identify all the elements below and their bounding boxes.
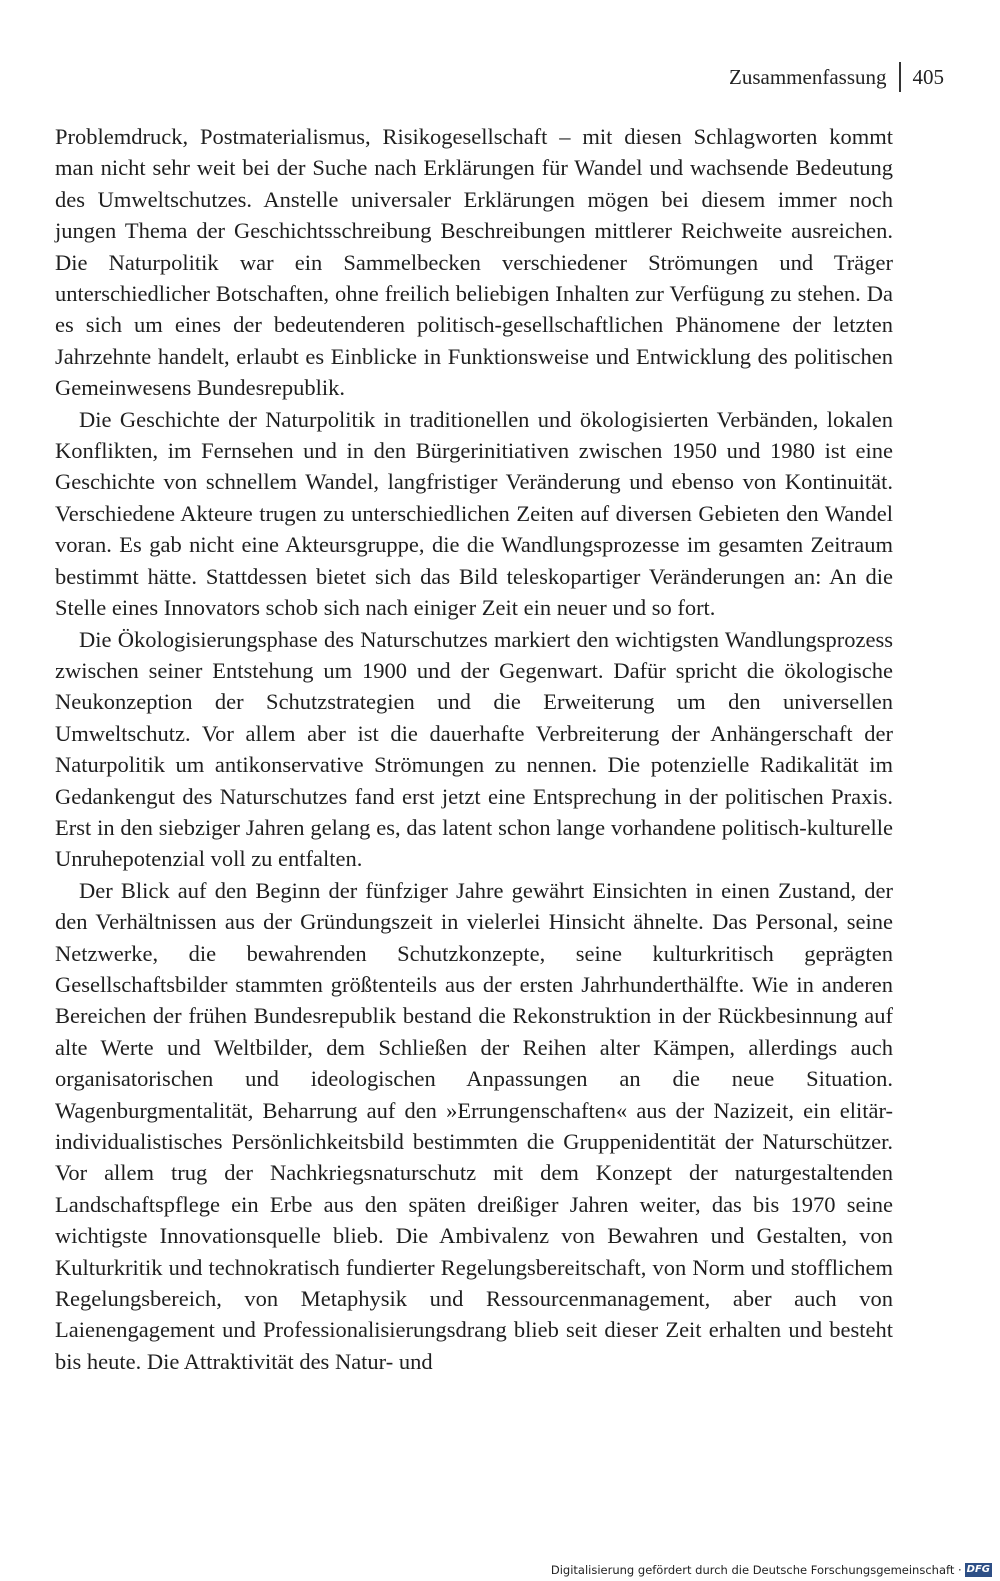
- paragraph-4: Der Blick auf den Beginn der fünfziger Jahre gewährt Einsichten in einen Zustand, der den Verhältnissen aus der Gründungszeit in vielerlei Hinsicht ähnelte. Das Personal, seine Netzwerke, die bewahrenden Schutzkonzepte, seine kulturkritisch geprägten Gesellschaftsbilder stammten größtenteils aus der ersten Jahrhunderthälfte. Wie in anderen Bereichen der frühen Bundesrepublik bestand die Rekonstruktion in der Rückbesinnung auf alte Werte und Weltbilder, dem Schließen der Reihen alter Kämpen, allerdings auch organisatorischen und ideologischen Anpassungen an die neue Situation. Wagenburgmentalität, Beharrung auf den »Errungenschaften« aus der Nazizeit, ein elitär-individualistisches Persönlichkeitsbild bestimmten die Gruppenidentität der Naturschützer. Vor allem trug der Nachkriegsnaturschutz mit dem Konzept der naturgestaltenden Landschaftspflege ein Erbe aus den späten dreißiger Jahren weiter, das bis 1970 seine wichtigste Innovationsquelle blieb. Die Ambivalenz von Bewahren und Gestalten, von Kulturkritik und technokratisch fundierter Regelungsbereitschaft, von Norm und stofflichem Regelungsbereich, von Metaphysik und Ressourcenmanagement, aber auch von Laienengagement und Professionalisierungsdrang blieb seit dieser Zeit erhalten und besteht bis heute. Die Attraktivität des Natur- und: [55, 877, 893, 1374]
- running-header: [729, 62, 944, 92]
- body-text: [55, 121, 893, 1377]
- paragraph-2: Die Geschichte der Naturpolitik in traditionellen und ökologisierten Verbänden, lokalen Konflikten, im Fernsehen und in den Bürgerinitiativen zwischen 1950 und 1980 ist eine Geschichte von schnellem Wandel, langfristiger Veränderung und ebenso von Kontinuität. Verschiedene Akteure trugen zu unterschiedlichen Zeiten auf diversen Gebieten den Wandel voran. Es gab nicht eine Akteursgruppe, die die Wandlungsprozesse im gesamten Zeitraum bestimmt hätte. Stattdessen bietet sich das Bild teleskopartiger Veränderungen an: An die Stelle eines Innovators schob sich nach einiger Zeit ein neuer und so fort.: [55, 406, 893, 621]
- section-title: Zusammenfassung: [729, 64, 887, 89]
- digitization-credit: [551, 1563, 992, 1577]
- dfg-logo: DFG: [966, 1564, 990, 1575]
- credit-text: Digitalisierung gefördert durch die Deutsche Forschungsgemeinschaft ·: [550, 1563, 962, 1577]
- page-number: 405: [912, 64, 944, 89]
- paragraph-1: Problemdruck, Postmaterialismus, Risikogesellschaft – mit diesen Schlagworten kommt man nicht sehr weit bei der Suche nach Erklärungen für Wandel und wachsende Bedeutung des Umweltschutzes. Anstelle universaler Erklärungen mögen bei diesem immer noch jungen Thema der Geschichtsschreibung Beschreibungen mittlerer Reichweite ausreichen. Die Naturpolitik war ein Sammelbecken verschiedener Strömungen und Träger unterschiedlicher Botschaften, ohne freilich beliebigen Inhalten zur Verfügung zu stehen. Da es sich um eines der bedeutenderen politisch-gesellschaftlichen Phänomene der letzten Jahrzehnte handelt, erlaubt es Einblicke in Funktionsweise und Entwicklung des politischen Gemeinwesens Bundesrepublik.: [55, 124, 893, 401]
- paragraph-3: Die Ökologisierungsphase des Naturschutzes markiert den wichtigsten Wandlungsprozess zwischen seiner Entstehung um 1900 und der Gegenwart. Dafür spricht die ökologische Neukonzeption der Schutzstrategien und die Erweiterung um den universellen Umweltschutz. Vor allem aber ist die dauerhafte Verbreiterung der Anhängerschaft der Naturpolitik um antikonservative Strömungen zu nennen. Die potenzielle Radikalität im Gedankengut des Naturschutzes fand erst jetzt eine Entsprechung in der politischen Praxis. Erst in den siebziger Jahren gelang es, das latent schon lange vorhandene politisch-kulturelle Unruhepotenzial voll zu entfalten.: [55, 626, 893, 872]
- header-divider: [899, 62, 901, 92]
